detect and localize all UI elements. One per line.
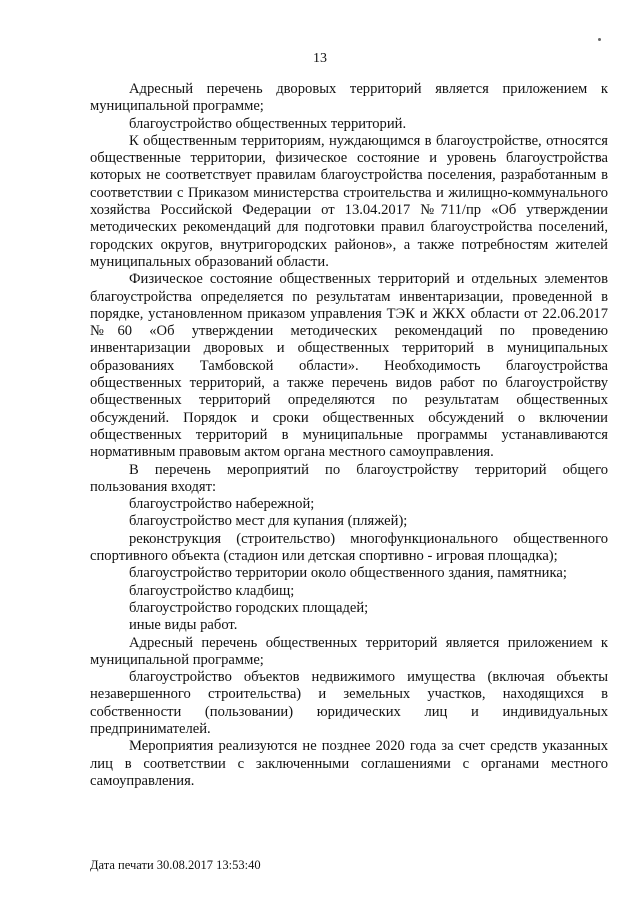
list-item: благоустройство мест для купания (пляжей); [129, 513, 408, 530]
paragraph: благоустройство общественных территорий. [129, 115, 407, 132]
scan-mark [598, 38, 601, 41]
list-item: благоустройство набережной; [129, 496, 315, 513]
print-date-footer: Дата печати 30.08.2017 13:53:40 [90, 858, 261, 872]
page-number: 13 [313, 51, 327, 66]
list-item: реконструкция (строительство) многофункционального общественного спортивного объекта (стадион или детская спортивно - игровая площадка); [90, 530, 608, 565]
paragraph: Адресный перечень общественных территорий является приложением к муниципальной программе; [90, 634, 608, 668]
paragraph: Адресный перечень дворовых территорий является приложением к муниципальной программе; [90, 81, 608, 115]
paragraph: Физическое состояние общественных территорий и отдельных элементов благоустройства определяется по результатам инвентаризации, проведенной в порядке, установленном приказом управления ТЭК и ЖКХ области от 22.06.2017 №60 «Об утверждении методических рекомендаций по проведению инвентаризации дворовых и общественных территорий в муниципальных образованиях Тамбовской области». Необходимость благоустройства общественных территорий, а также перечень видов работ по благоустройству общественных территорий определяются по результатам общественных обсуждений. Порядок и сроки общественных обсуждений о включении общественных территорий в муниципальные программы устанавливаются нормативным правовым актом органа местного самоуправления. [90, 271, 608, 461]
paragraph: Мероприятия реализуются не позднее 2020 года за счет средств указанных лиц в соответствии с заключенными соглашениями с органами местного самоуправления. [90, 738, 608, 789]
list-item: иные виды работ. [129, 617, 238, 634]
paragraph: благоустройство объектов недвижимого имущества (включая объекты незавершенного строительства) и земельных участков, находящихся в собственности (пользовании) юридических лиц и индивидуальных предпринимателей. [90, 669, 608, 737]
paragraph: В перечень мероприятий по благоустройству территорий общего пользования входят: [90, 461, 608, 495]
list-item: благоустройство территории около общественного здания, памятника; [129, 565, 567, 582]
paragraph: К общественным территориям, нуждающимся в благоустройстве, относятся общественные территории, физическое состояние и уровень благоустройства которых не соответствует правилам благоустройства поселения, разработанным в соответствии с Приказом министерства строительства и жилищно-коммунального хозяйства Российской Федерации от 13.04.2017 №711/пр «Об утверждении методических рекомендаций для подготовки правил благоустройства поселений, городских округов, внутригородских районов», а также потребностям жителей муниципальных образований области. [90, 132, 608, 270]
body-text [90, 81, 608, 790]
list-item: благоустройство городских площадей; [129, 599, 369, 616]
list-item: благоустройство кладбищ; [129, 582, 295, 599]
